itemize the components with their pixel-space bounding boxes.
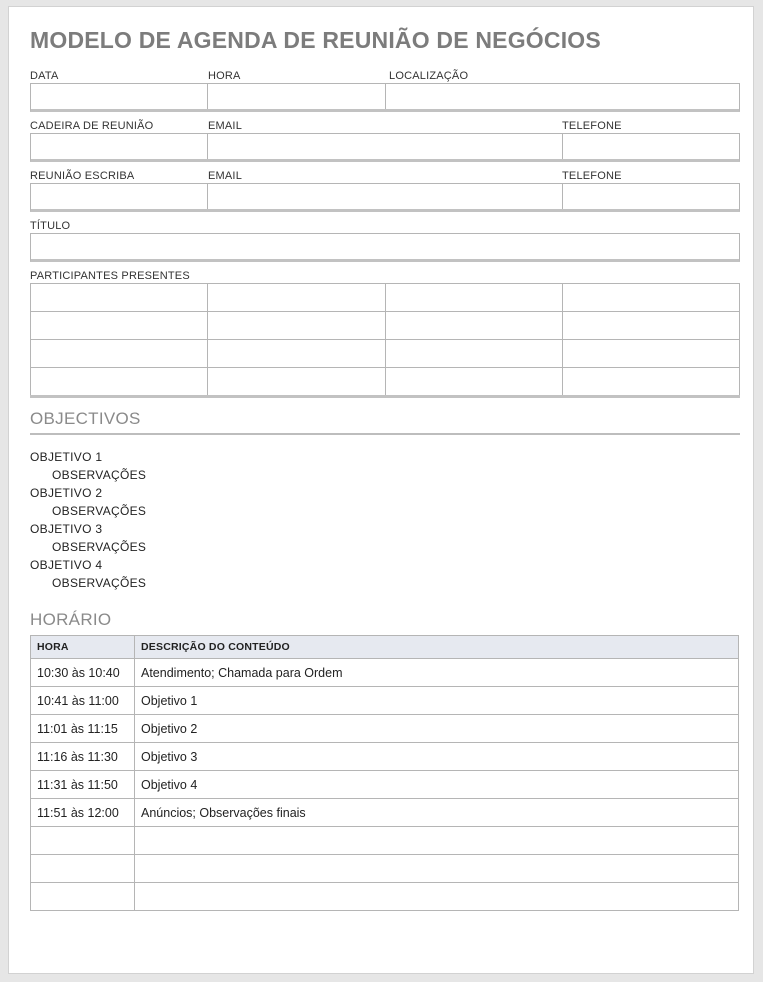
table-row [31,659,739,687]
table-row [31,827,739,855]
attendees-row [31,312,740,340]
schedule-heading: HORÁRIO [30,610,112,629]
attendee-cell[interactable] [562,340,739,368]
table-row [31,771,739,799]
scribe-phone-label: TELEFONE [562,170,622,182]
table-row [31,799,739,827]
objective-4-notes: OBSERVAÇÕES [52,576,147,590]
scribe-phone-field[interactable] [563,184,739,209]
scribe-email-field[interactable] [208,184,563,209]
objectives-divider [30,433,740,435]
attendee-cell[interactable] [208,368,385,396]
schedule-description-cell[interactable]: Anúncios; Observações finais [135,799,739,827]
table-row [31,687,739,715]
objective-1-notes: OBSERVAÇÕES [52,468,147,482]
schedule-col-description: DESCRIÇÃO DO CONTEÚDO [135,636,739,659]
table-row [31,883,739,911]
document-page [8,6,754,974]
schedule-description-cell[interactable] [135,883,739,911]
attendee-cell[interactable] [385,340,562,368]
meeting-title-field[interactable] [31,234,739,259]
attendee-cell[interactable] [385,312,562,340]
attendee-cell[interactable] [562,368,739,396]
attendee-cell[interactable] [385,368,562,396]
schedule-time-cell[interactable]: 11:16 às 11:30 [31,743,135,771]
objective-1-label: OBJETIVO 1 [30,450,103,464]
time-label: HORA [208,70,241,82]
table-row [31,855,739,883]
objective-2-label: OBJETIVO 2 [30,486,103,500]
meeting-title-row [30,233,740,262]
schedule-description-cell[interactable]: Objetivo 3 [135,743,739,771]
table-row [31,743,739,771]
attendee-cell[interactable] [208,312,385,340]
objectives-heading: OBJECTIVOS [30,409,141,428]
attendee-cell[interactable] [385,284,562,312]
location-label: LOCALIZAÇÃO [389,70,469,82]
attendees-grid [30,283,740,396]
schedule-table [30,635,739,911]
attendee-cell[interactable] [562,312,739,340]
attendees-label: PARTICIPANTES PRESENTES [30,270,190,282]
date-label: DATA [30,70,59,82]
attendee-cell[interactable] [562,284,739,312]
schedule-time-cell[interactable]: 11:31 às 11:50 [31,771,135,799]
attendee-cell[interactable] [31,340,208,368]
attendee-cell[interactable] [31,312,208,340]
meeting-title-label: TÍTULO [30,220,71,232]
objective-3-label: OBJETIVO 3 [30,522,103,536]
schedule-time-cell[interactable]: 11:01 às 11:15 [31,715,135,743]
attendees-row [31,340,740,368]
attendee-cell[interactable] [31,368,208,396]
chair-row [30,133,740,162]
chair-label: CADEIRA DE REUNIÃO [30,120,154,132]
attendees-row [31,368,740,396]
location-field[interactable] [386,84,739,109]
page-title: MODELO DE AGENDA DE REUNIÃO DE NEGÓCIOS [30,27,601,53]
objective-3-notes: OBSERVAÇÕES [52,540,147,554]
schedule-time-cell[interactable]: 10:41 às 11:00 [31,687,135,715]
schedule-time-cell[interactable] [31,883,135,911]
chair-field[interactable] [31,134,208,159]
attendee-cell[interactable] [208,284,385,312]
chair-phone-label: TELEFONE [562,120,622,132]
schedule-time-cell[interactable]: 11:51 às 12:00 [31,799,135,827]
time-field[interactable] [208,84,386,109]
schedule-description-cell[interactable]: Objetivo 2 [135,715,739,743]
schedule-description-cell[interactable]: Atendimento; Chamada para Ordem [135,659,739,687]
attendee-cell[interactable] [31,284,208,312]
scribe-email-label: EMAIL [208,170,243,182]
chair-email-field[interactable] [208,134,563,159]
schedule-header-row [31,636,739,659]
schedule-description-cell[interactable] [135,855,739,883]
objective-2-notes: OBSERVAÇÕES [52,504,147,518]
chair-phone-field[interactable] [563,134,739,159]
schedule-time-cell[interactable] [31,855,135,883]
attendees-row [31,284,740,312]
schedule-time-cell[interactable] [31,827,135,855]
table-row [31,715,739,743]
chair-email-label: EMAIL [208,120,243,132]
attendees-grid-bottom-rule [30,395,740,398]
scribe-field[interactable] [31,184,208,209]
schedule-col-time: HORA [31,636,135,659]
schedule-description-cell[interactable]: Objetivo 1 [135,687,739,715]
schedule-description-cell[interactable] [135,827,739,855]
schedule-description-cell[interactable]: Objetivo 4 [135,771,739,799]
schedule-time-cell[interactable]: 10:30 às 10:40 [31,659,135,687]
date-field[interactable] [31,84,208,109]
date-time-location-row [30,83,740,112]
objective-4-label: OBJETIVO 4 [30,558,103,572]
scribe-label: REUNIÃO ESCRIBA [30,170,135,182]
attendee-cell[interactable] [208,340,385,368]
scribe-row [30,183,740,212]
